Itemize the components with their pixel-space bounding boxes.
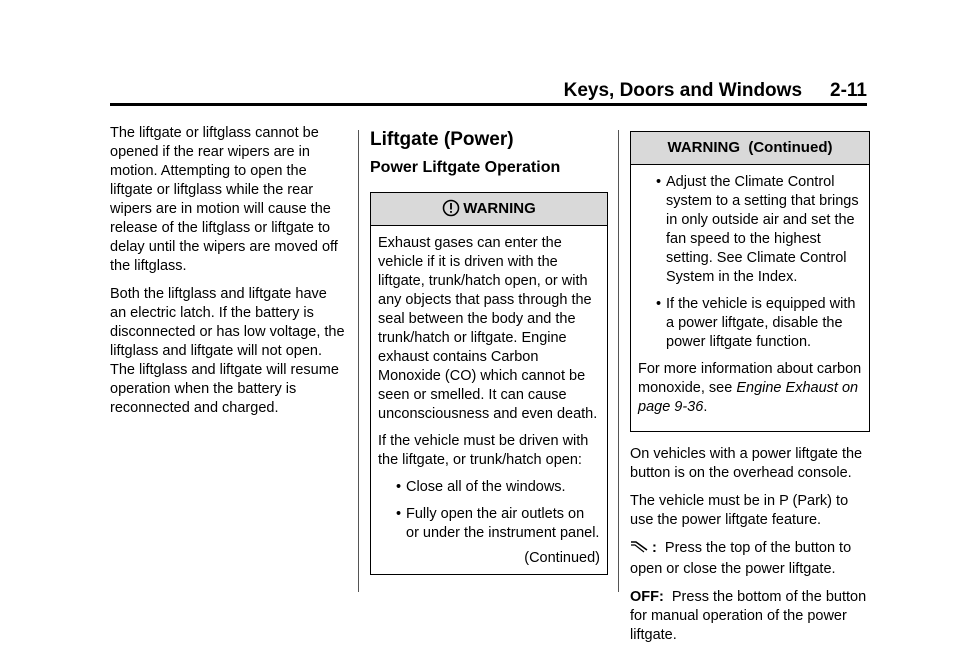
warning-body xyxy=(371,226,607,574)
warning-text-end: . xyxy=(703,399,708,415)
off-description: Press the bottom of the button for manual operation of the power liftgate. xyxy=(630,589,867,643)
warning-box-continued xyxy=(630,131,870,432)
column-divider-2 xyxy=(618,130,619,592)
list-item-text: Fully open the air outlets on or under the instrument panel. xyxy=(406,506,600,541)
button-description xyxy=(630,539,870,579)
paragraph: The vehicle must be in P (Park) to use the power liftgate feature. xyxy=(630,493,849,528)
column-divider-1 xyxy=(358,130,359,592)
icon-description: Press the top of the button to open or close the power liftgate. xyxy=(630,540,852,577)
warning-title: WARNING (Continued) xyxy=(667,139,833,156)
column-1 xyxy=(110,124,346,427)
header-rule xyxy=(110,103,867,106)
warning-paragraph: Exhaust gases can enter the vehicle if it is driven with the liftgate, trunk/hatch open, or with any objects that pass through the seal between the body and the trunk/hatch or liftgate. Engine exhaust contains Carbon Monoxide (CO) which cannot be seen or smelled. It can cause unconsciousness and even death. xyxy=(378,235,598,422)
bullet-icon: • xyxy=(656,174,662,190)
cross-reference: Engine Exhaust on page 9-36 xyxy=(638,380,859,415)
warning-list xyxy=(378,478,600,543)
liftgate-icon xyxy=(630,540,648,560)
list-item xyxy=(638,295,862,352)
page-header xyxy=(110,80,867,104)
warning-header xyxy=(371,193,607,226)
warning-title: WARNING xyxy=(463,200,536,217)
warning-text: For more information about carbon monoxide, see xyxy=(638,361,862,396)
warning-icon xyxy=(442,197,460,229)
off-label: OFF: xyxy=(630,589,664,605)
column-2 xyxy=(370,124,608,575)
warning-paragraph xyxy=(638,360,862,417)
bullet-icon: • xyxy=(396,506,402,522)
list-item xyxy=(378,505,600,543)
list-item-text: Close all of the windows. xyxy=(406,479,566,495)
button-description xyxy=(630,588,870,645)
list-item xyxy=(378,478,600,497)
warning-paragraph: If the vehicle must be driven with the liftgate, or trunk/hatch open: xyxy=(378,433,589,468)
list-item-text: Adjust the Climate Control system to a setting that brings in only outside air and set the fan speed to the highest setting. See Climate Control System in the Index. xyxy=(666,174,859,285)
warning-box xyxy=(370,192,608,575)
icon-label: : xyxy=(648,540,657,556)
page-number: 2-11 xyxy=(830,80,867,101)
column-3 xyxy=(630,131,870,654)
warning-header xyxy=(631,132,869,165)
bullet-icon: • xyxy=(656,296,662,312)
chapter-title: Keys, Doors and Windows xyxy=(563,80,803,101)
section-title: Liftgate (Power) xyxy=(370,129,514,150)
warning-list xyxy=(638,173,862,352)
paragraph: On vehicles with a power liftgate the button is on the overhead console. xyxy=(630,446,863,481)
warning-body xyxy=(631,165,869,431)
list-item-text: If the vehicle is equipped with a power liftgate, disable the power liftgate function. xyxy=(666,296,856,350)
subsection-title: Power Liftgate Operation xyxy=(370,159,561,176)
paragraph: The liftgate or liftglass cannot be opened if the rear wipers are in motion. Attempting to open the liftgate or liftglass while the rear wipers are in motion will cause the release of the liftglass or liftgate to delay until the wipers are moved off the liftglass. xyxy=(110,125,338,274)
bullet-icon: • xyxy=(396,479,402,495)
paragraph: Both the liftglass and liftgate have an electric latch. If the battery is disconnected or has low voltage, the liftglass and liftgate will not open. The liftglass and liftgate will resume operation when the battery is reconnected and charged. xyxy=(110,286,345,416)
continued-label: (Continued) xyxy=(524,550,600,566)
list-item xyxy=(638,173,862,287)
